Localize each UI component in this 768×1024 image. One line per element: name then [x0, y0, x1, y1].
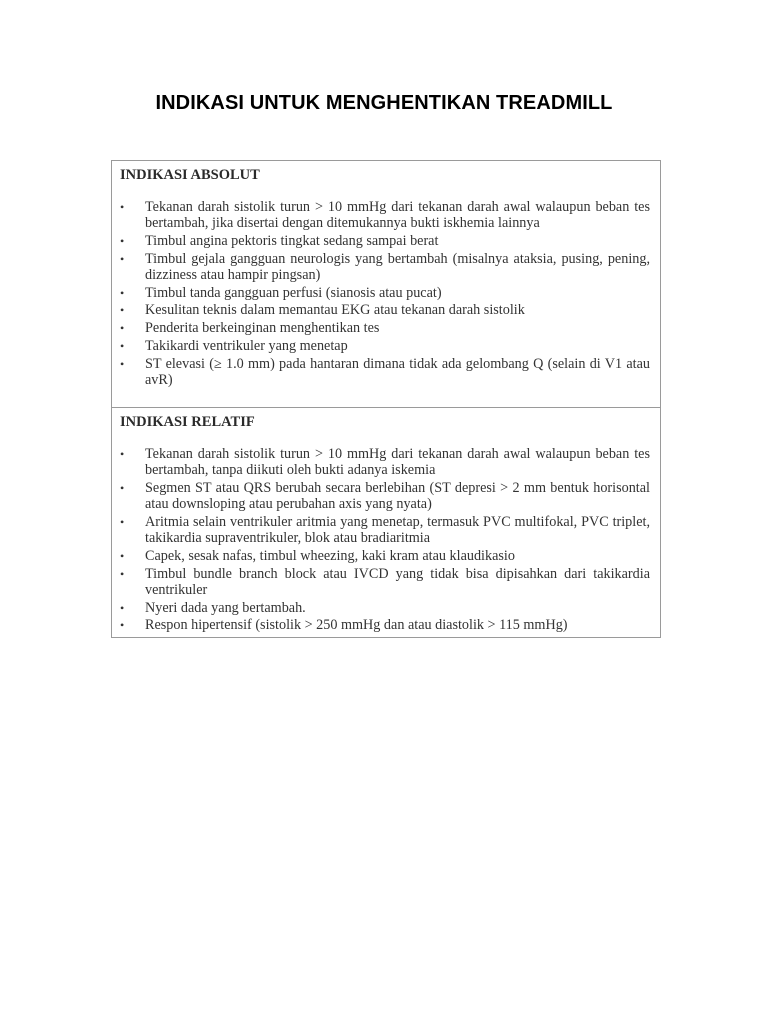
bullet-icon: • — [120, 285, 125, 300]
list-item — [120, 480, 650, 512]
list-item — [120, 566, 650, 598]
relative-indications-list — [120, 446, 650, 633]
indications-table — [111, 160, 661, 638]
list-item — [120, 338, 650, 354]
list-item — [120, 548, 650, 564]
bullet-icon: • — [120, 321, 125, 336]
bullet-icon: • — [120, 303, 125, 318]
list-item — [120, 320, 650, 336]
list-item-text: Tekanan darah sistolik turun > 10 mmHg dari tekanan darah awal walaupun beban tes bertambah, tanpa diikuti oleh bukti adanya iskemia — [145, 446, 650, 479]
list-item-text: Tekanan darah sistolik turun > 10 mmHg dari tekanan darah awal walaupun beban tes bertambah, jika disertai dengan ditemukannya bukti iskhemia lainnya — [145, 199, 650, 232]
list-item-text: Aritmia selain ventrikuler aritmia yang menetap, termasuk PVC multifokal, PVC triplet, takikardia supraventrikuler, blok atau bradiaritmia — [145, 514, 650, 547]
list-item-text: Timbul gejala gangguan neurologis yang bertambah (misalnya ataksia, pusing, pening, dizziness atau hampir pingsan) — [145, 250, 650, 284]
list-item — [120, 302, 650, 318]
list-item-text: Timbul bundle branch block atau IVCD yang tidak bisa dipisahkan dari takikardia ventrikuler — [145, 565, 650, 598]
list-item-text: Takikardi ventrikuler yang menetap — [145, 337, 348, 354]
list-item — [120, 617, 650, 633]
list-item-text: Nyeri dada yang bertambah. — [145, 599, 306, 616]
bullet-icon: • — [120, 338, 125, 353]
bullet-icon: • — [120, 481, 125, 496]
page-title: INDIKASI UNTUK MENGHENTIKAN TREADMILL — [155, 92, 613, 114]
list-item — [120, 285, 650, 301]
section-heading-absolut: INDIKASI ABSOLUT — [120, 167, 260, 183]
bullet-icon: • — [120, 447, 125, 462]
section-heading-relatif: INDIKASI RELATIF — [120, 414, 255, 430]
list-item-text: Kesulitan teknis dalam memantau EKG atau tekanan darah sistolik — [145, 302, 525, 319]
list-item — [120, 199, 650, 231]
list-item — [120, 446, 650, 478]
list-item — [120, 514, 650, 546]
section-absolute-indications — [112, 161, 660, 407]
absolute-indications-list — [120, 199, 650, 388]
bullet-icon: • — [120, 600, 125, 615]
bullet-icon: • — [120, 515, 125, 530]
list-item-text: Capek, sesak nafas, timbul wheezing, kaki kram atau klaudikasio — [145, 547, 515, 564]
list-item — [120, 233, 650, 249]
bullet-icon: • — [120, 200, 125, 215]
bullet-icon: • — [120, 548, 125, 563]
list-item-text: Timbul angina pektoris tingkat sedang sampai berat — [145, 233, 439, 250]
list-item-text: ST elevasi (≥ 1.0 mm) pada hantaran dimana tidak ada gelombang Q (selain di V1 atau avR) — [145, 355, 650, 388]
list-item — [120, 251, 650, 283]
list-item-text: Segmen ST atau QRS berubah secara berlebihan (ST depresi > 2 mm bentuk horisontal atau downsloping atau perubahan axis yang nyata) — [145, 480, 650, 513]
list-item-text: Penderita berkeinginan menghentikan tes — [145, 320, 380, 337]
bullet-icon: • — [120, 566, 125, 581]
bullet-icon: • — [120, 618, 125, 633]
bullet-icon: • — [120, 251, 125, 266]
bullet-icon: • — [120, 234, 125, 249]
list-item — [120, 356, 650, 388]
section-relative-indications — [112, 407, 660, 637]
list-item-text: Respon hipertensif (sistolik > 250 mmHg dan atau diastolik > 115 mmHg) — [145, 617, 568, 634]
bullet-icon: • — [120, 356, 125, 371]
list-item-text: Timbul tanda gangguan perfusi (sianosis atau pucat) — [145, 284, 442, 301]
list-item — [120, 600, 650, 616]
